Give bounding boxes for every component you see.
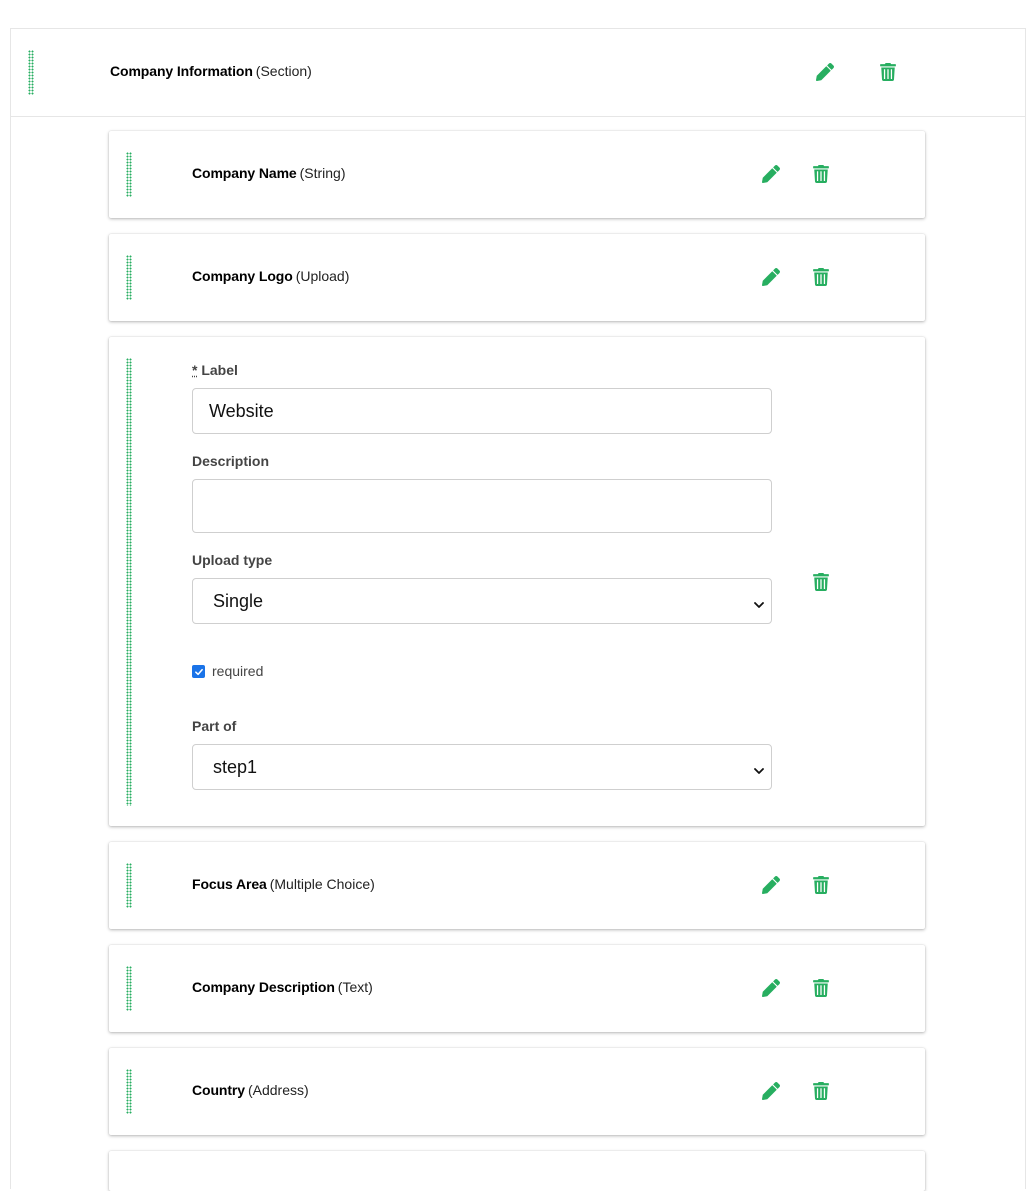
field-editor-card	[109, 337, 925, 826]
delete-field-trash-icon[interactable]	[812, 268, 830, 286]
edit-field-pencil-icon[interactable]	[762, 876, 780, 894]
section-name: Company Information	[110, 63, 253, 79]
section-header	[11, 29, 1025, 117]
label-label-text: Label	[201, 362, 238, 378]
drag-handle-icon[interactable]	[126, 152, 132, 197]
edit-field-pencil-icon[interactable]	[762, 1082, 780, 1100]
field-name: Company Logo	[192, 268, 293, 284]
upload-type-value: Single	[213, 590, 264, 611]
part-of-select[interactable]	[192, 744, 772, 790]
field-title	[192, 876, 375, 892]
field-name: Company Description	[192, 979, 335, 995]
edit-field-pencil-icon[interactable]	[762, 165, 780, 183]
field-name: Company Name	[192, 165, 297, 181]
delete-field-trash-icon[interactable]	[812, 1082, 830, 1100]
drag-handle-icon[interactable]	[126, 255, 132, 300]
description-label: Description	[192, 453, 270, 469]
label-input[interactable]	[192, 388, 772, 434]
field-title	[192, 268, 349, 284]
field-card-company-name	[109, 131, 925, 218]
delete-field-trash-icon[interactable]	[812, 876, 830, 894]
upload-type-select[interactable]	[192, 578, 772, 624]
section-type: (Section)	[255, 63, 312, 79]
field-card-partial	[109, 1151, 925, 1191]
label-field-label	[192, 362, 238, 378]
delete-section-trash-icon[interactable]	[879, 63, 897, 81]
required-checkbox-label[interactable]: required	[212, 663, 264, 679]
field-title	[192, 1082, 309, 1098]
required-checkbox[interactable]	[192, 665, 205, 678]
upload-type-label: Upload type	[192, 552, 273, 568]
section-title	[110, 63, 312, 79]
field-card-company-logo	[109, 234, 925, 321]
field-type: (Multiple Choice)	[269, 876, 375, 892]
field-card-focus-area	[109, 842, 925, 929]
field-title	[192, 979, 373, 995]
edit-field-pencil-icon[interactable]	[762, 979, 780, 997]
chevron-down-icon	[753, 761, 765, 773]
part-of-label: Part of	[192, 718, 237, 734]
field-card-company-description	[109, 945, 925, 1032]
field-card-country	[109, 1048, 925, 1135]
drag-handle-icon[interactable]	[126, 1069, 132, 1114]
field-type: (String)	[299, 165, 346, 181]
field-type: (Text)	[337, 979, 373, 995]
field-title	[192, 165, 346, 181]
description-input[interactable]	[192, 479, 772, 533]
label-input-value: Website	[209, 400, 274, 421]
field-type: (Address)	[247, 1082, 309, 1098]
edit-section-pencil-icon[interactable]	[816, 63, 834, 81]
delete-field-trash-icon[interactable]	[812, 979, 830, 997]
part-of-value: step1	[213, 756, 258, 777]
chevron-down-icon	[753, 595, 765, 607]
edit-field-pencil-icon[interactable]	[762, 268, 780, 286]
field-name: Country	[192, 1082, 245, 1098]
drag-handle-icon[interactable]	[126, 358, 132, 806]
field-name: Focus Area	[192, 876, 267, 892]
drag-handle-icon[interactable]	[126, 863, 132, 908]
required-marker: *	[192, 362, 198, 378]
delete-field-trash-icon[interactable]	[812, 165, 830, 183]
field-type: (Upload)	[295, 268, 350, 284]
delete-field-trash-icon[interactable]	[812, 573, 830, 591]
drag-handle-icon[interactable]	[28, 50, 34, 95]
drag-handle-icon[interactable]	[126, 966, 132, 1011]
